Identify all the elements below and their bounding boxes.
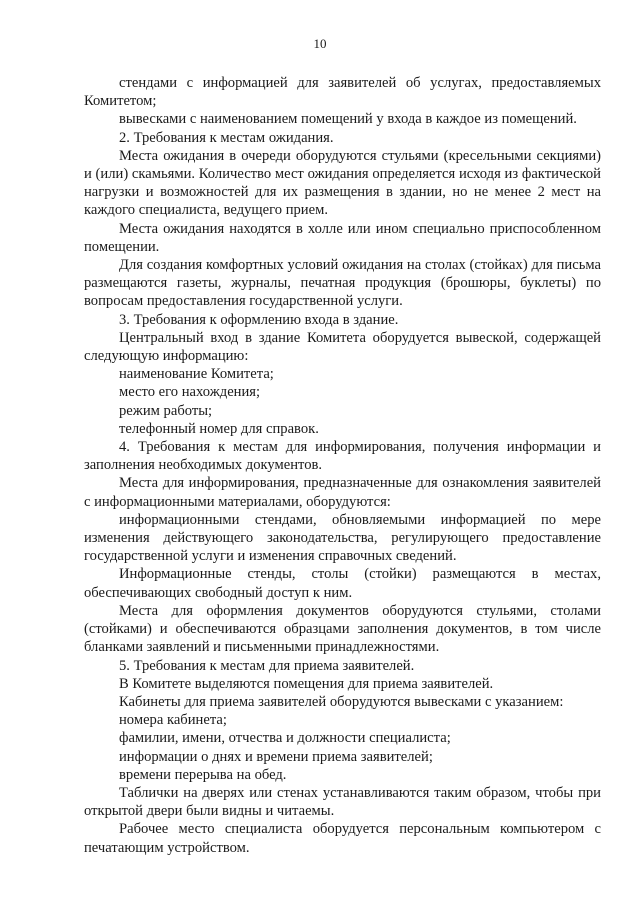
paragraph: Таблички на дверях или стенах устанавливаются таким образом, чтобы при открытой двери были видны и читаемы. <box>84 784 601 820</box>
page-number: 10 <box>313 36 327 51</box>
section-heading: 3. Требования к оформлению входа в здание. <box>119 311 399 328</box>
list-item: телефонный номер для справок. <box>119 420 319 437</box>
section-heading: 4. Требования к местам для информирования, получения информации и заполнения необходимых документов. <box>84 439 601 474</box>
paragraph: информационными стендами, обновляемыми информацией по мере изменения действующего законодательства, регулирующего предоставление государственной услуги и изменения справочных сведений. <box>84 511 601 565</box>
paragraph: стендами с информацией для заявителей об услугах, предоставляемых Комитетом; <box>84 75 601 110</box>
list-item: информации о днях и времени приема заявителей; <box>119 748 433 765</box>
list-item: место его нахождения; <box>119 384 261 401</box>
paragraph: Рабочее место специалиста оборудуется персональным компьютером с печатающим устройством. <box>84 821 601 856</box>
list-item: номера кабинета; <box>119 712 227 729</box>
list-item: фамилии, имени, отчества и должности специалиста; <box>119 730 451 747</box>
paragraph: Места для информирования, предназначенные для ознакомления заявителей с информационными материалами, оборудуются: <box>84 475 601 510</box>
list-item: наименование Комитета; <box>119 366 274 383</box>
section-heading: 2. Требования к местам ожидания. <box>119 129 334 146</box>
paragraph: Кабинеты для приема заявителей оборудуются вывесками с указанием: <box>119 693 564 710</box>
list-item: времени перерыва на обед. <box>119 766 287 783</box>
paragraph: Для создания комфортных условий ожидания на столах (стойках) для письма размещаются газеты, журналы, печатная продукция (брошюры, буклеты) по вопросам предоставления государственной услуги. <box>84 257 601 310</box>
document-body <box>84 74 601 857</box>
list-item: режим работы; <box>119 402 213 419</box>
paragraph: В Комитете выделяются помещения для приема заявителей. <box>119 675 494 692</box>
paragraph: Места ожидания находятся в холле или ином специально приспособленном помещении. <box>84 220 601 255</box>
paragraph: Центральный вход в здание Комитета оборудуется вывеской, содержащей следующую информацию: <box>84 329 601 365</box>
paragraph: Места ожидания в очереди оборудуются стульями (кресельными секциями) и (или) скамьями. Количество мест ожидания определяется исходя из фактической нагрузки и возможностей для их размещения в здании, но не менее 2 мест на каждого специалиста, ведущего прием. <box>84 147 601 219</box>
paragraph: вывесками с наименованием помещений у входа в каждое из помещений. <box>119 111 577 128</box>
paragraph: Места для оформления документов оборудуются стульями, столами (стойками) и обеспечиваются образцами заполнения документов, в том числе бланками заявлений и письменными принадлежностями. <box>84 602 601 656</box>
paragraph: Информационные стенды, столы (стойки) размещаются в местах, обеспечивающих свободный доступ к ним. <box>84 566 601 601</box>
section-heading: 5. Требования к местам для приема заявителей. <box>119 657 415 674</box>
